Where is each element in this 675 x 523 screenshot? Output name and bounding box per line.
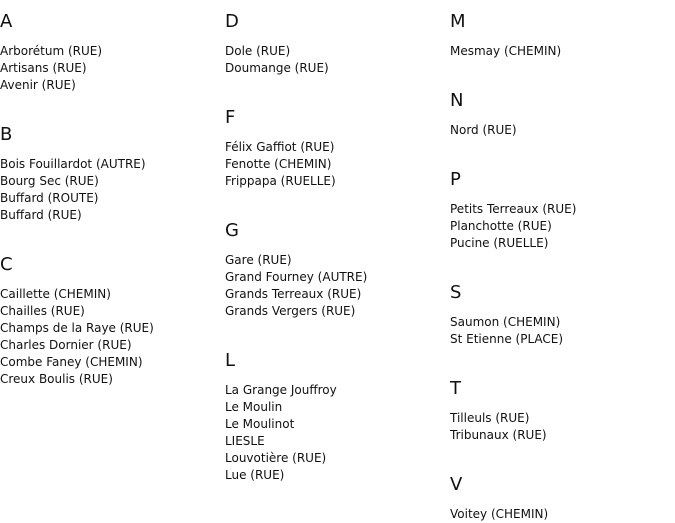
letter-heading: B [0,124,13,145]
letter-group-a [0,11,215,94]
letter-heading: C [0,254,13,275]
street-list [225,139,440,190]
street-link-le-moulinot[interactable]: Le Moulinot [225,417,295,431]
letter-group-n [450,90,665,139]
street-link-combe-faney-chemin[interactable]: Combe Faney (CHEMIN) [0,355,143,369]
group-spacer [0,94,215,113]
letter-group-l [225,350,440,484]
street-link-saumon-chemin[interactable]: Saumon (CHEMIN) [450,315,561,329]
street-link-artisans-rue[interactable]: Artisans (RUE) [0,61,87,75]
letter-group-f [225,107,440,190]
street-link-caillette-chemin[interactable]: Caillette (CHEMIN) [0,287,111,301]
street-link-bois-fouillardot-autre[interactable]: Bois Fouillardot (AUTRE) [0,157,146,171]
street-link-louvotiere-rue[interactable]: Louvotière (RUE) [225,451,327,465]
street-link-bourg-sec-rue[interactable]: Bourg Sec (RUE) [0,174,99,188]
group-spacer [450,444,665,463]
street-link-voitey-chemin[interactable]: Voitey (CHEMIN) [450,507,549,521]
street-link-champs-de-la-raye-rue[interactable]: Champs de la Raye (RUE) [0,321,154,335]
street-link-petits-terreaux-rue[interactable]: Petits Terreaux (RUE) [450,202,577,216]
street-link-grands-terreaux-rue[interactable]: Grands Terreaux (RUE) [225,287,362,301]
street-link-felix-gaffiot-rue[interactable]: Félix Gaffiot (RUE) [225,140,335,154]
group-spacer [225,190,440,209]
index-column-1 [0,0,215,388]
street-link-liesle[interactable]: LIESLE [225,434,265,448]
letter-group-t [450,378,665,444]
street-link-tribunaux-rue[interactable]: Tribunaux (RUE) [450,428,547,442]
street-list [225,252,440,320]
letter-heading: D [225,11,239,32]
street-link-arboretum-rue[interactable]: Arborétum (RUE) [0,44,103,58]
letter-group-b [0,124,215,224]
street-link-grand-fourney-autre[interactable]: Grand Fourney (AUTRE) [225,270,368,284]
street-list [450,43,665,60]
letter-group-p [450,169,665,252]
letter-group-m [450,11,665,60]
letter-heading: A [0,11,13,32]
street-link-grands-vergers-rue[interactable]: Grands Vergers (RUE) [225,304,356,318]
street-list [225,43,440,77]
group-spacer [450,348,665,367]
letter-heading: F [225,107,236,128]
street-list [0,156,215,224]
letter-heading: M [450,11,466,32]
letter-group-c [0,254,215,388]
street-list [225,382,440,484]
group-spacer [450,60,665,79]
letter-group-g [225,220,440,320]
letter-heading: V [450,474,463,495]
letter-group-v [450,474,665,523]
street-link-pucine-ruelle[interactable]: Pucine (RUELLE) [450,236,549,250]
street-link-tilleuls-rue[interactable]: Tilleuls (RUE) [450,411,530,425]
street-link-avenir-rue[interactable]: Avenir (RUE) [0,78,76,92]
street-link-doumange-rue[interactable]: Doumange (RUE) [225,61,329,75]
group-spacer [450,252,665,271]
street-link-gare-rue[interactable]: Gare (RUE) [225,253,292,267]
letter-heading: L [225,350,236,371]
group-spacer [225,77,440,96]
street-list [450,201,665,252]
letter-heading: S [450,282,462,303]
street-link-buffard-rue[interactable]: Buffard (RUE) [0,208,82,222]
street-list [0,43,215,94]
street-link-frippapa-ruelle[interactable]: Frippapa (RUELLE) [225,174,336,188]
street-link-mesmay-chemin[interactable]: Mesmay (CHEMIN) [450,44,562,58]
street-link-st-etienne-place[interactable]: St Etienne (PLACE) [450,332,564,346]
street-link-le-moulin[interactable]: Le Moulin [225,400,283,414]
street-list [450,410,665,444]
street-link-charles-dornier-rue[interactable]: Charles Dornier (RUE) [0,338,132,352]
street-link-chailles-rue[interactable]: Chailles (RUE) [0,304,85,318]
street-link-fenotte-chemin[interactable]: Fenotte (CHEMIN) [225,157,332,171]
letter-heading: N [450,90,464,111]
group-spacer [450,139,665,158]
letter-heading: P [450,169,461,190]
street-list [0,286,215,388]
group-spacer [225,320,440,339]
street-link-la-grange-jouffroy[interactable]: La Grange Jouffroy [225,383,337,397]
index-column-2 [225,0,440,484]
street-list [450,506,665,523]
group-spacer [0,224,215,243]
street-link-buffard-route[interactable]: Buffard (ROUTE) [0,191,99,205]
index-column-3 [450,0,665,523]
street-list [450,122,665,139]
street-link-dole-rue[interactable]: Dole (RUE) [225,44,291,58]
street-link-lue-rue[interactable]: Lue (RUE) [225,468,285,482]
street-link-creux-boulis-rue[interactable]: Creux Boulis (RUE) [0,372,113,386]
street-link-planchotte-rue[interactable]: Planchotte (RUE) [450,219,552,233]
letter-group-s [450,282,665,348]
letter-heading: T [450,378,461,399]
letter-group-d [225,11,440,77]
street-list [450,314,665,348]
street-link-nord-rue[interactable]: Nord (RUE) [450,123,517,137]
letter-heading: G [225,220,239,241]
